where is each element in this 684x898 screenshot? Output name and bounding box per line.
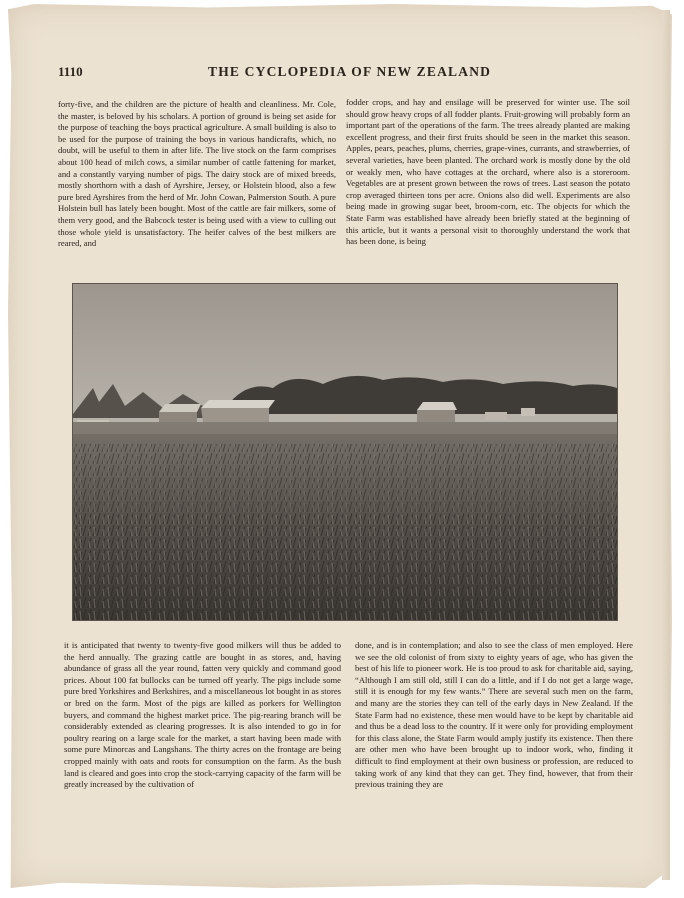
text-column-bottom-left: it is anticipated that twenty to twenty-five good milkers will thus be added to the herd annually. The grazing cattle are bought in as stores, and, having abundance of grass all the year round, fatten very quickly and command good prices. About 100 fat bullocks can be turned off yearly. The pigs include some pure bred Yorkshires and Berkshires, and a miscellaneous lot bought in as stores or bred on the farm. Most of the pigs are killed as porkers for Wellington buyers, and command the highest market price. The pig-rearing branch will be considerably extended as clearing progresses. It is also intended to go in for poultry rearing on a large scale for the market, a start having been made with some pure Minorcas and Langshans. The thirty acres on the frontage are being cropped mainly with oats and roots for consumption on the farm. As the bush land is cleared and goes into crop the stock-carrying capacity of the farm will be greatly increased by the cultivation of (64, 640, 341, 790)
page-number: 1110 (58, 64, 83, 79)
text-column-bottom-right: done, and is in contemplation; and also to see the class of men employed. Here we see the old colonist of from sixty to eighty years of age, who has given the best of his life to pioneer work. He is too proud to ask for charitable aid, saying, “Although I am still old, still I can do a little, and if I do not get a large wage, still it is enough for my few wants.” There are several such men on the farm, and many are the stories they can tell of the early days in New Zealand. If the State Farm had no existence, these men would have to be kept by charitable aid and thus be a dead loss to the country. If it were only for providing employment for this class alone, the State Farm would amply justify its existence. Then there are other men who have been brought up to indoor work, who, finding it difficult to find employment at their own business or profession, are reduced to taking work of any kind that they can get. They find, however, that from their previous training they are (355, 640, 633, 790)
text-column-top-left: forty-five, and the children are the picture of health and cleanliness. Mr. Cole, the master, is beloved by his scholars. A portion of ground is being set aside for the purpose of teaching the boys practical agriculture. A small building is also to be used for the purpose of training the boys in various handicrafts, which, no doubt, will be useful to them in after life. The live stock on the farm comprises about 100 head of milch cows, a similar number of cattle fattening for market, and a constantly varying number of pigs. The dairy stock are of mixed breeds, mostly shorthorn with a dash of Ayrshire, Jersey, or Holstein blood, also a few pure bred Ayrshires from the herd of Mr. John Cowan, Palmerston South. A pure Holstein bull has lately been bought. Most of the cattle are fair milkers, some of them very good, and the Babcock tester is being used with a view to culling out those whole yield is unsatisfactory. The heifer calves of the best milkers are reared, and (58, 99, 336, 249)
page-header (58, 64, 626, 82)
page-edge-strip (662, 10, 670, 880)
text-column-top-right: fodder crops, and hay and ensilage will be preserved for winter use. The soil should grow heavy crops of all fodder plants. Fruit-growing will probably form an important part of the operations of the farm. The trees already planted are making excellent progress, and their first fruits should be seen in the market this season. Apples, pears, peaches, plums, cherries, grape-vines, currants, and strawberries, of several varieties, have been planted. The orchard work is mostly done by the old or weakly men, who have cottages at the orchard, where also is a storeroom. Vegetables are at present grown between the rows of trees. Last season the potato crop averaged thirteen tons per acre. Onions also did well. Experiments are also being made in growing sugar beet, broom-corn, etc. The objects for which the State Farm was established have already been briefly stated at the beginning of this article, but it wants a personal visit to thoroughly understand the work that has been done, is being (346, 97, 630, 247)
farm-photograph-drawing (73, 284, 617, 620)
farm-photograph (72, 283, 618, 621)
running-head: THE CYCLOPEDIA OF NEW ZEALAND (208, 64, 492, 79)
